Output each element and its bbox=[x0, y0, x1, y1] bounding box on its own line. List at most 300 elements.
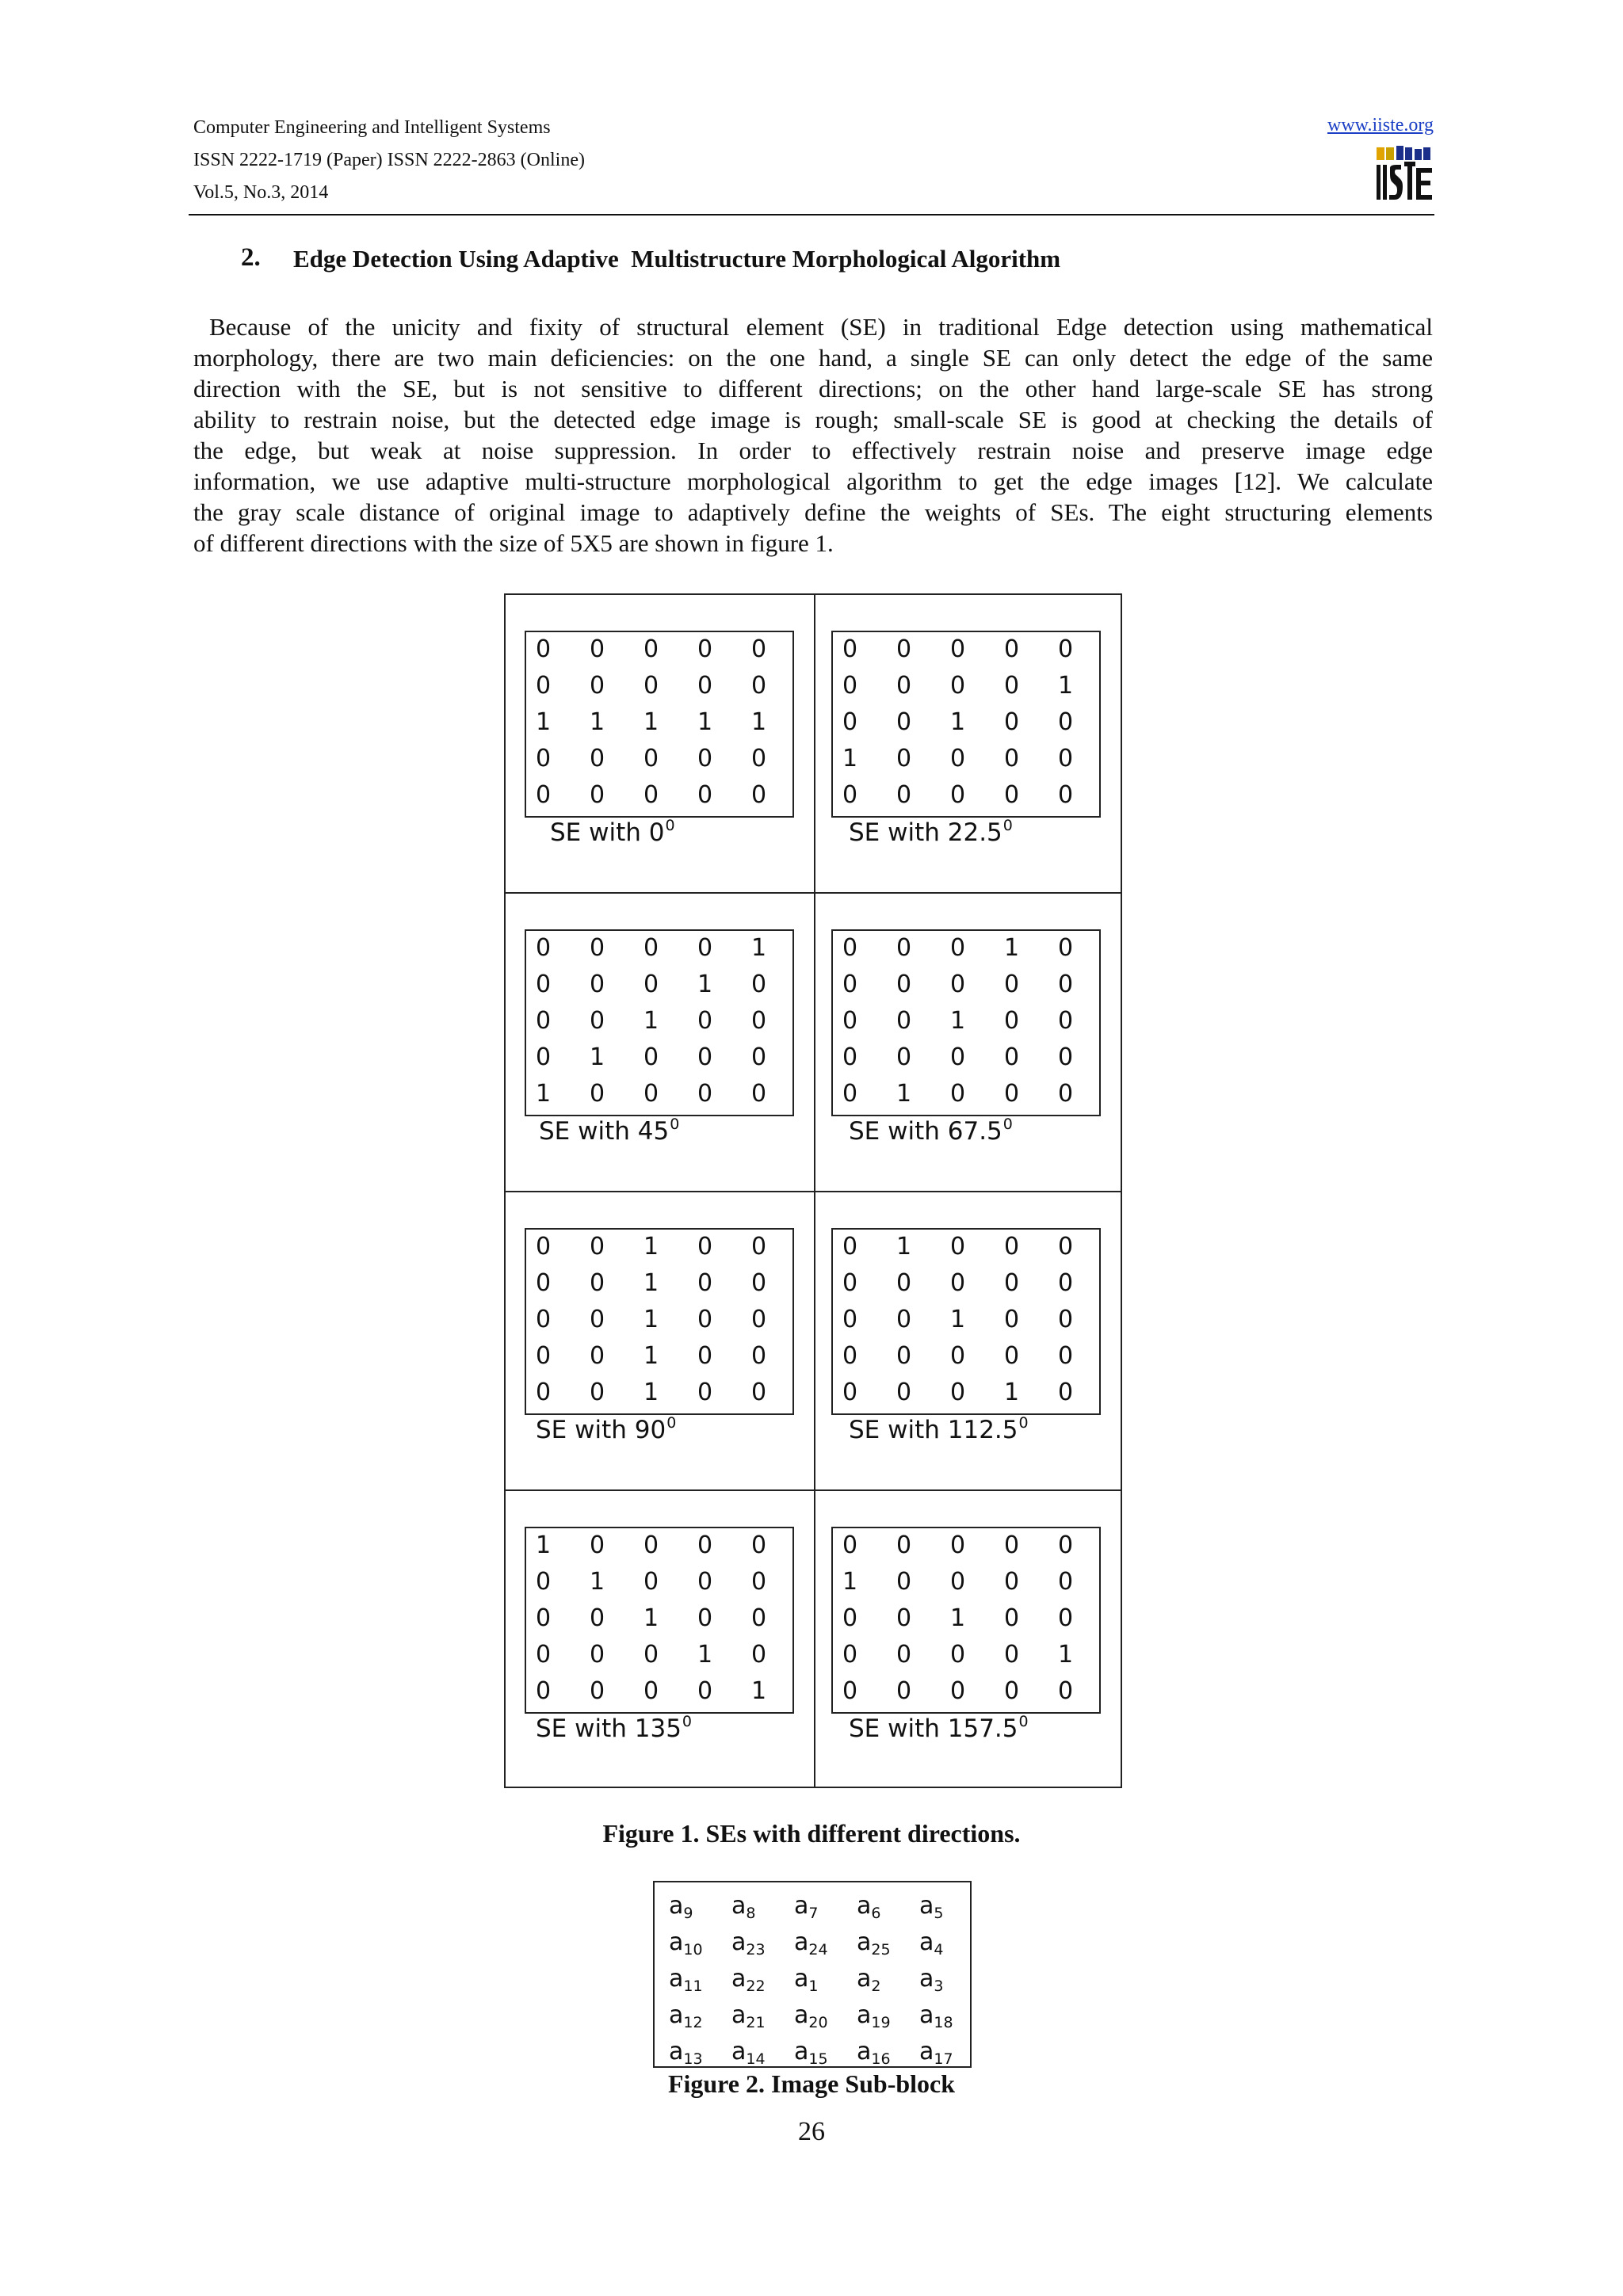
se-matrix-cell: 0 bbox=[1004, 1342, 1020, 1370]
subblock-cell bbox=[731, 2001, 794, 2038]
se-matrix-cell: 0 bbox=[1004, 971, 1020, 998]
se-matrix-cell: 0 bbox=[896, 635, 912, 663]
subblock-cell bbox=[794, 1892, 857, 1928]
subblock-cell-base: a bbox=[669, 2038, 684, 2065]
se-matrix bbox=[536, 635, 805, 818]
se-matrix-cell: 0 bbox=[697, 1043, 713, 1071]
se-matrix-cell: 1 bbox=[643, 1269, 659, 1297]
se-matrix-cell: 0 bbox=[536, 1043, 552, 1071]
se-matrix-cell: 0 bbox=[751, 1043, 767, 1071]
se-matrix-cell: 0 bbox=[697, 1306, 713, 1333]
se-caption bbox=[539, 1116, 679, 1146]
se-matrix-cell: 1 bbox=[1058, 1641, 1074, 1669]
subblock-cell-base: a bbox=[857, 1892, 872, 1920]
se-matrix-cell: 0 bbox=[1058, 708, 1074, 736]
se-caption bbox=[536, 1713, 692, 1743]
se-matrix-cell: 0 bbox=[896, 1604, 912, 1632]
se-matrix-cell: 1 bbox=[1004, 934, 1020, 962]
se-matrix-cell: 0 bbox=[1058, 1342, 1074, 1370]
se-matrix-box bbox=[525, 631, 794, 818]
se-matrix-cell: 0 bbox=[950, 635, 966, 663]
subblock-cell bbox=[919, 1965, 982, 2001]
se-matrix-cell: 0 bbox=[536, 1568, 552, 1596]
se-matrix-cell: 0 bbox=[590, 1531, 605, 1559]
subblock-cell bbox=[669, 2001, 731, 2038]
figure-1-divider bbox=[506, 892, 1121, 894]
se-matrix-cell: 0 bbox=[643, 745, 659, 772]
se-matrix-cell: 0 bbox=[1004, 1568, 1020, 1596]
se-matrix-cell: 1 bbox=[842, 1568, 858, 1596]
subblock-cell-index: 3 bbox=[934, 1978, 944, 1995]
se-matrix-cell: 0 bbox=[950, 1080, 966, 1108]
se-matrix-cell: 0 bbox=[590, 672, 605, 700]
iiste-logo bbox=[1375, 144, 1434, 204]
se-matrix-cell: 0 bbox=[896, 708, 912, 736]
se-matrix-cell: 0 bbox=[1004, 1080, 1020, 1108]
se-matrix-cell: 0 bbox=[536, 1233, 552, 1261]
se-matrix-cell: 1 bbox=[697, 1641, 713, 1669]
se-caption bbox=[849, 1116, 1013, 1146]
se-matrix-cell: 0 bbox=[643, 672, 659, 700]
se-matrix-cell: 1 bbox=[896, 1080, 912, 1108]
subblock-cell-index: 25 bbox=[871, 1941, 891, 1958]
subblock-cell bbox=[919, 2001, 982, 2038]
se-matrix-cell: 0 bbox=[697, 1531, 713, 1559]
se-matrix-cell: 0 bbox=[842, 1269, 858, 1297]
subblock-cell-index: 5 bbox=[934, 1905, 944, 1922]
se-matrix-cell: 1 bbox=[697, 708, 713, 736]
se-matrix-cell: 0 bbox=[751, 672, 767, 700]
se-matrix-cell: 0 bbox=[536, 1007, 552, 1035]
se-matrix-cell: 1 bbox=[697, 971, 713, 998]
subblock-cell-index: 10 bbox=[683, 1941, 703, 1958]
subblock-cell-index: 16 bbox=[871, 2050, 891, 2068]
se-matrix-cell: 0 bbox=[697, 745, 713, 772]
se-matrix-cell: 1 bbox=[643, 1379, 659, 1406]
subblock-cell-index: 4 bbox=[934, 1941, 944, 1958]
se-matrix-cell: 0 bbox=[950, 934, 966, 962]
se-matrix-cell: 0 bbox=[842, 708, 858, 736]
se-matrix-cell: 1 bbox=[590, 708, 605, 736]
figure-1-divider bbox=[506, 1489, 1121, 1491]
se-matrix-cell: 0 bbox=[590, 1342, 605, 1370]
subblock-cell-index: 15 bbox=[808, 2050, 828, 2068]
journal-issn: ISSN 2222-1719 (Paper) ISSN 2222-2863 (Online) bbox=[193, 150, 585, 170]
se-matrix-cell: 0 bbox=[1058, 1677, 1074, 1705]
se-matrix-cell: 0 bbox=[697, 1568, 713, 1596]
se-matrix-cell: 0 bbox=[697, 1007, 713, 1035]
paragraph-line: morphology, there are two main deficiencies: on the one hand, a single SE can only detect the edge of the same bbox=[193, 344, 1433, 372]
se-matrix-cell: 0 bbox=[1004, 635, 1020, 663]
se-matrix-cell: 1 bbox=[1004, 1379, 1020, 1406]
subblock-cell-base: a bbox=[731, 1928, 747, 1956]
se-matrix-cell: 0 bbox=[896, 1677, 912, 1705]
se-matrix-cell: 0 bbox=[1004, 745, 1020, 772]
subblock-cell-index: 17 bbox=[934, 2050, 953, 2068]
se-matrix-cell: 1 bbox=[751, 708, 767, 736]
se-matrix-cell: 0 bbox=[950, 1677, 966, 1705]
se-matrix-cell: 0 bbox=[842, 1080, 858, 1108]
se-matrix-cell: 0 bbox=[590, 1233, 605, 1261]
header-rule bbox=[189, 214, 1434, 215]
subblock-cell-index: 23 bbox=[746, 1941, 766, 1958]
degree-superscript: 0 bbox=[682, 1713, 693, 1730]
se-matrix-cell: 0 bbox=[842, 1342, 858, 1370]
section-title: Edge Detection Using Adaptive Multistructure Morphological Algorithm bbox=[293, 245, 1061, 273]
se-matrix-cell: 0 bbox=[590, 971, 605, 998]
se-matrix-cell: 1 bbox=[643, 1604, 659, 1632]
subblock-cell bbox=[669, 1965, 731, 2001]
se-matrix-cell: 1 bbox=[643, 1233, 659, 1261]
subblock-cell-base: a bbox=[731, 1892, 747, 1920]
se-matrix-cell: 0 bbox=[1004, 1233, 1020, 1261]
se-caption-label: SE with 135 bbox=[536, 1714, 682, 1743]
subblock-cell-base: a bbox=[857, 2001, 872, 2029]
se-matrix-cell: 1 bbox=[643, 1007, 659, 1035]
se-matrix-cell: 1 bbox=[536, 1080, 552, 1108]
se-matrix-cell: 0 bbox=[842, 1379, 858, 1406]
se-matrix-cell: 0 bbox=[950, 1379, 966, 1406]
se-matrix-cell: 0 bbox=[751, 1080, 767, 1108]
subblock-cell-base: a bbox=[919, 2038, 934, 2065]
se-matrix-cell: 0 bbox=[697, 781, 713, 809]
se-matrix bbox=[842, 1531, 1112, 1714]
se-matrix-cell: 0 bbox=[590, 745, 605, 772]
se-matrix-cell: 0 bbox=[751, 1342, 767, 1370]
se-matrix-cell: 0 bbox=[590, 635, 605, 663]
paragraph-line: Because of the unicity and fixity of structural element (SE) in traditional Edge detection using mathematical bbox=[209, 313, 1433, 341]
se-matrix-cell: 0 bbox=[896, 781, 912, 809]
se-matrix-cell: 0 bbox=[896, 745, 912, 772]
se-matrix-cell: 0 bbox=[896, 1306, 912, 1333]
se-matrix bbox=[536, 934, 805, 1116]
se-caption-label: SE with 67.5 bbox=[849, 1117, 1002, 1146]
se-matrix-cell: 0 bbox=[643, 1080, 659, 1108]
subblock-cell bbox=[919, 1928, 982, 1965]
subblock-cell-base: a bbox=[794, 2001, 809, 2029]
se-matrix-cell: 0 bbox=[536, 1306, 552, 1333]
se-matrix-cell: 0 bbox=[1004, 1306, 1020, 1333]
se-matrix-cell: 1 bbox=[536, 1531, 552, 1559]
se-matrix-cell: 0 bbox=[697, 1080, 713, 1108]
se-matrix-cell: 0 bbox=[590, 1306, 605, 1333]
se-matrix-cell: 0 bbox=[896, 1269, 912, 1297]
se-matrix-cell: 0 bbox=[950, 1342, 966, 1370]
se-matrix-cell: 1 bbox=[751, 1677, 767, 1705]
figure-1-caption: Figure 1. SEs with different directions. bbox=[602, 1819, 1021, 1848]
se-caption-label: SE with 22.5 bbox=[849, 818, 1002, 847]
se-matrix-cell: 0 bbox=[1058, 1379, 1074, 1406]
se-matrix-cell: 0 bbox=[536, 934, 552, 962]
subblock-cell bbox=[731, 1965, 794, 2001]
subblock-cell-base: a bbox=[731, 1965, 747, 1993]
se-matrix-cell: 0 bbox=[896, 934, 912, 962]
subblock-cell-base: a bbox=[669, 2001, 684, 2029]
se-matrix-cell: 0 bbox=[842, 1233, 858, 1261]
degree-superscript: 0 bbox=[670, 1116, 680, 1133]
se-matrix-cell: 0 bbox=[842, 672, 858, 700]
se-matrix-cell: 0 bbox=[751, 1641, 767, 1669]
se-matrix-cell: 0 bbox=[536, 1641, 552, 1669]
se-matrix-cell: 0 bbox=[697, 672, 713, 700]
section-number: 2. bbox=[241, 243, 261, 272]
paragraph-line: information, we use adaptive multi-structure morphological algorithm to get the edge images [12]. We calculate bbox=[193, 467, 1433, 495]
subblock-cell-base: a bbox=[731, 2001, 747, 2029]
se-matrix-cell: 0 bbox=[536, 1379, 552, 1406]
se-matrix-box bbox=[525, 929, 794, 1116]
subblock-grid bbox=[669, 1892, 982, 2074]
subblock-cell-base: a bbox=[669, 1928, 684, 1956]
se-matrix-cell: 0 bbox=[1058, 781, 1074, 809]
se-caption-label: SE with 0 bbox=[550, 818, 665, 847]
subblock-cell-index: 8 bbox=[746, 1905, 756, 1922]
se-matrix-cell: 0 bbox=[950, 672, 966, 700]
subblock-cell-base: a bbox=[731, 2038, 747, 2065]
se-matrix-cell: 0 bbox=[697, 934, 713, 962]
subblock-cell-base: a bbox=[919, 1892, 934, 1920]
se-matrix-cell: 0 bbox=[842, 1043, 858, 1071]
se-matrix-cell: 1 bbox=[950, 1007, 966, 1035]
se-matrix-cell: 0 bbox=[950, 1233, 966, 1261]
se-matrix-cell: 0 bbox=[590, 1007, 605, 1035]
se-matrix-cell: 1 bbox=[643, 1306, 659, 1333]
se-matrix-cell: 0 bbox=[643, 781, 659, 809]
subblock-cell bbox=[857, 1928, 919, 1965]
se-matrix-cell: 0 bbox=[1004, 1043, 1020, 1071]
se-matrix bbox=[842, 934, 1112, 1116]
se-caption bbox=[849, 1713, 1029, 1743]
se-matrix-cell: 0 bbox=[1004, 1531, 1020, 1559]
subblock-cell bbox=[794, 1928, 857, 1965]
se-matrix-cell: 0 bbox=[950, 745, 966, 772]
degree-superscript: 0 bbox=[1002, 1116, 1013, 1133]
se-matrix bbox=[536, 1233, 805, 1415]
subblock-cell bbox=[794, 1965, 857, 2001]
se-caption bbox=[550, 817, 675, 847]
subblock-cell bbox=[857, 1892, 919, 1928]
se-matrix-cell: 1 bbox=[950, 708, 966, 736]
figure-1-divider bbox=[506, 1191, 1121, 1192]
se-matrix-cell: 0 bbox=[1058, 1306, 1074, 1333]
page-number: 26 bbox=[798, 2117, 825, 2146]
se-matrix-cell: 0 bbox=[697, 1342, 713, 1370]
subblock-cell-index: 21 bbox=[746, 2014, 766, 2031]
se-matrix-cell: 0 bbox=[697, 1604, 713, 1632]
se-caption-label: SE with 157.5 bbox=[849, 1714, 1018, 1743]
subblock-cell-index: 24 bbox=[808, 1941, 828, 1958]
se-matrix-cell: 0 bbox=[950, 1641, 966, 1669]
se-matrix-cell: 0 bbox=[896, 1342, 912, 1370]
se-matrix-cell: 0 bbox=[950, 971, 966, 998]
degree-superscript: 0 bbox=[665, 817, 675, 834]
se-matrix-cell: 0 bbox=[536, 672, 552, 700]
se-matrix-cell: 0 bbox=[896, 1531, 912, 1559]
subblock-cell-base: a bbox=[919, 1965, 934, 1993]
se-matrix-cell: 0 bbox=[1004, 708, 1020, 736]
se-matrix-cell: 0 bbox=[643, 971, 659, 998]
paragraph-line: the edge, but weak at noise suppression. In order to effectively restrain noise and preserve image edge bbox=[193, 437, 1433, 464]
se-matrix-cell: 0 bbox=[751, 1604, 767, 1632]
se-matrix-cell: 0 bbox=[751, 1233, 767, 1261]
subblock-cell-index: 11 bbox=[683, 1978, 703, 1995]
se-matrix-cell: 0 bbox=[751, 745, 767, 772]
subblock-cell-index: 2 bbox=[871, 1978, 881, 1995]
se-matrix-box bbox=[831, 929, 1101, 1116]
se-matrix-cell: 0 bbox=[842, 934, 858, 962]
subblock-cell-index: 20 bbox=[808, 2014, 828, 2031]
se-matrix-cell: 0 bbox=[697, 1379, 713, 1406]
se-matrix-cell: 1 bbox=[842, 745, 858, 772]
se-matrix-cell: 0 bbox=[697, 635, 713, 663]
subblock-cell-index: 14 bbox=[746, 2050, 766, 2068]
degree-superscript: 0 bbox=[666, 1414, 677, 1432]
subblock-cell-base: a bbox=[857, 2038, 872, 2065]
se-matrix-cell: 0 bbox=[643, 1531, 659, 1559]
subblock-cell bbox=[731, 1928, 794, 1965]
se-matrix-cell: 0 bbox=[643, 1043, 659, 1071]
se-matrix-cell: 0 bbox=[842, 1677, 858, 1705]
se-matrix-cell: 0 bbox=[1004, 1007, 1020, 1035]
se-matrix-cell: 0 bbox=[1004, 1641, 1020, 1669]
se-matrix-cell: 0 bbox=[1004, 1677, 1020, 1705]
se-matrix-cell: 0 bbox=[590, 934, 605, 962]
subblock-cell-index: 13 bbox=[683, 2050, 703, 2068]
se-matrix-cell: 1 bbox=[751, 934, 767, 962]
se-caption bbox=[536, 1414, 676, 1444]
se-matrix-cell: 0 bbox=[1004, 1604, 1020, 1632]
se-matrix-cell: 0 bbox=[536, 1604, 552, 1632]
se-matrix-cell: 0 bbox=[751, 1379, 767, 1406]
subblock-cell-base: a bbox=[794, 1928, 809, 1956]
se-matrix-cell: 0 bbox=[590, 1379, 605, 1406]
se-matrix-cell: 0 bbox=[1058, 1604, 1074, 1632]
se-matrix-cell: 0 bbox=[1058, 1043, 1074, 1071]
se-matrix-cell: 0 bbox=[1058, 934, 1074, 962]
se-matrix-cell: 0 bbox=[950, 1043, 966, 1071]
se-matrix-cell: 0 bbox=[643, 635, 659, 663]
subblock-cell-index: 6 bbox=[871, 1905, 881, 1922]
se-matrix-cell: 1 bbox=[643, 1342, 659, 1370]
se-matrix-cell: 0 bbox=[950, 1531, 966, 1559]
se-matrix-cell: 0 bbox=[1058, 1080, 1074, 1108]
se-matrix-cell: 1 bbox=[950, 1306, 966, 1333]
se-matrix-cell: 0 bbox=[842, 1531, 858, 1559]
paragraph-line: direction with the SE, but is not sensitive to different directions; on the other hand large-scale SE has strong bbox=[193, 375, 1433, 402]
se-matrix-box bbox=[831, 1228, 1101, 1415]
subblock-cell-base: a bbox=[669, 1892, 684, 1920]
se-matrix-cell: 0 bbox=[842, 1007, 858, 1035]
se-matrix-cell: 0 bbox=[842, 971, 858, 998]
journal-name: Computer Engineering and Intelligent Systems bbox=[193, 117, 551, 138]
subblock-cell-base: a bbox=[794, 2038, 809, 2065]
se-matrix-cell: 1 bbox=[536, 708, 552, 736]
se-matrix-cell: 0 bbox=[697, 1677, 713, 1705]
se-matrix bbox=[536, 1531, 805, 1714]
se-matrix-cell: 0 bbox=[896, 1043, 912, 1071]
paragraph-line: of different directions with the size of 5X5 are shown in figure 1. bbox=[193, 529, 834, 557]
se-matrix-cell: 0 bbox=[751, 635, 767, 663]
se-matrix-cell: 0 bbox=[751, 1568, 767, 1596]
journal-url-link[interactable]: www.iiste.org bbox=[1327, 115, 1434, 135]
se-matrix-cell: 0 bbox=[950, 781, 966, 809]
se-matrix-cell: 0 bbox=[536, 635, 552, 663]
subblock-cell-base: a bbox=[857, 1965, 872, 1993]
se-matrix-cell: 1 bbox=[590, 1043, 605, 1071]
se-matrix-cell: 0 bbox=[590, 1604, 605, 1632]
subblock-cell bbox=[857, 2001, 919, 2038]
subblock-cell-base: a bbox=[794, 1892, 809, 1920]
se-matrix-cell: 0 bbox=[751, 1306, 767, 1333]
se-matrix-cell: 0 bbox=[1004, 672, 1020, 700]
se-matrix-cell: 0 bbox=[1058, 635, 1074, 663]
se-matrix-cell: 0 bbox=[643, 1641, 659, 1669]
journal-volume: Vol.5, No.3, 2014 bbox=[193, 182, 329, 203]
se-matrix-cell: 0 bbox=[842, 1604, 858, 1632]
subblock-cell-index: 12 bbox=[683, 2014, 703, 2031]
se-matrix-cell: 0 bbox=[896, 1568, 912, 1596]
se-matrix-cell: 0 bbox=[536, 1269, 552, 1297]
subblock-cell-base: a bbox=[857, 1928, 872, 1956]
se-matrix-cell: 0 bbox=[536, 1342, 552, 1370]
se-matrix-cell: 0 bbox=[536, 971, 552, 998]
se-matrix-cell: 0 bbox=[1058, 1568, 1074, 1596]
se-matrix-cell: 0 bbox=[842, 1306, 858, 1333]
subblock-cell-base: a bbox=[669, 1965, 684, 1993]
se-matrix-cell: 0 bbox=[842, 781, 858, 809]
se-matrix-cell: 1 bbox=[1058, 672, 1074, 700]
se-matrix-cell: 0 bbox=[643, 934, 659, 962]
se-matrix-cell: 0 bbox=[536, 745, 552, 772]
se-matrix-cell: 0 bbox=[842, 635, 858, 663]
se-matrix bbox=[842, 1233, 1112, 1415]
subblock-cell-index: 19 bbox=[871, 2014, 891, 2031]
se-matrix-cell: 0 bbox=[1058, 1007, 1074, 1035]
se-caption bbox=[849, 817, 1013, 847]
se-matrix-cell: 0 bbox=[896, 1007, 912, 1035]
se-matrix-cell: 0 bbox=[751, 1531, 767, 1559]
se-matrix-cell: 1 bbox=[950, 1604, 966, 1632]
se-matrix-box bbox=[831, 631, 1101, 818]
se-matrix-cell: 0 bbox=[896, 1379, 912, 1406]
se-matrix-cell: 0 bbox=[643, 1568, 659, 1596]
figure-2-caption: Figure 2. Image Sub-block bbox=[667, 2069, 956, 2098]
se-matrix-cell: 0 bbox=[842, 1641, 858, 1669]
se-matrix-cell: 0 bbox=[950, 1568, 966, 1596]
degree-superscript: 0 bbox=[1018, 1414, 1029, 1432]
subblock-cell bbox=[857, 1965, 919, 2001]
se-matrix-cell: 0 bbox=[950, 1269, 966, 1297]
se-matrix-cell: 0 bbox=[896, 1641, 912, 1669]
se-matrix-cell: 0 bbox=[896, 672, 912, 700]
se-matrix-cell: 0 bbox=[590, 1080, 605, 1108]
se-matrix-cell: 0 bbox=[1058, 1269, 1074, 1297]
paragraph-line: the gray scale distance of original image to adaptively define the weights of SEs. The eight structuring elements bbox=[193, 498, 1433, 526]
subblock-cell bbox=[919, 1892, 982, 1928]
se-matrix-cell: 0 bbox=[1058, 745, 1074, 772]
subblock-cell-base: a bbox=[794, 1965, 809, 1993]
se-matrix-cell: 0 bbox=[751, 1007, 767, 1035]
se-matrix-cell: 0 bbox=[590, 1677, 605, 1705]
degree-superscript: 0 bbox=[1002, 817, 1013, 834]
subblock-cell bbox=[731, 1892, 794, 1928]
se-matrix-cell: 0 bbox=[1058, 1233, 1074, 1261]
se-matrix-cell: 0 bbox=[697, 1269, 713, 1297]
se-matrix-cell: 0 bbox=[1058, 971, 1074, 998]
se-matrix-cell: 0 bbox=[751, 1269, 767, 1297]
se-matrix-cell: 0 bbox=[1004, 781, 1020, 809]
subblock-cell-index: 7 bbox=[808, 1905, 819, 1922]
subblock-cell-index: 1 bbox=[808, 1978, 819, 1995]
